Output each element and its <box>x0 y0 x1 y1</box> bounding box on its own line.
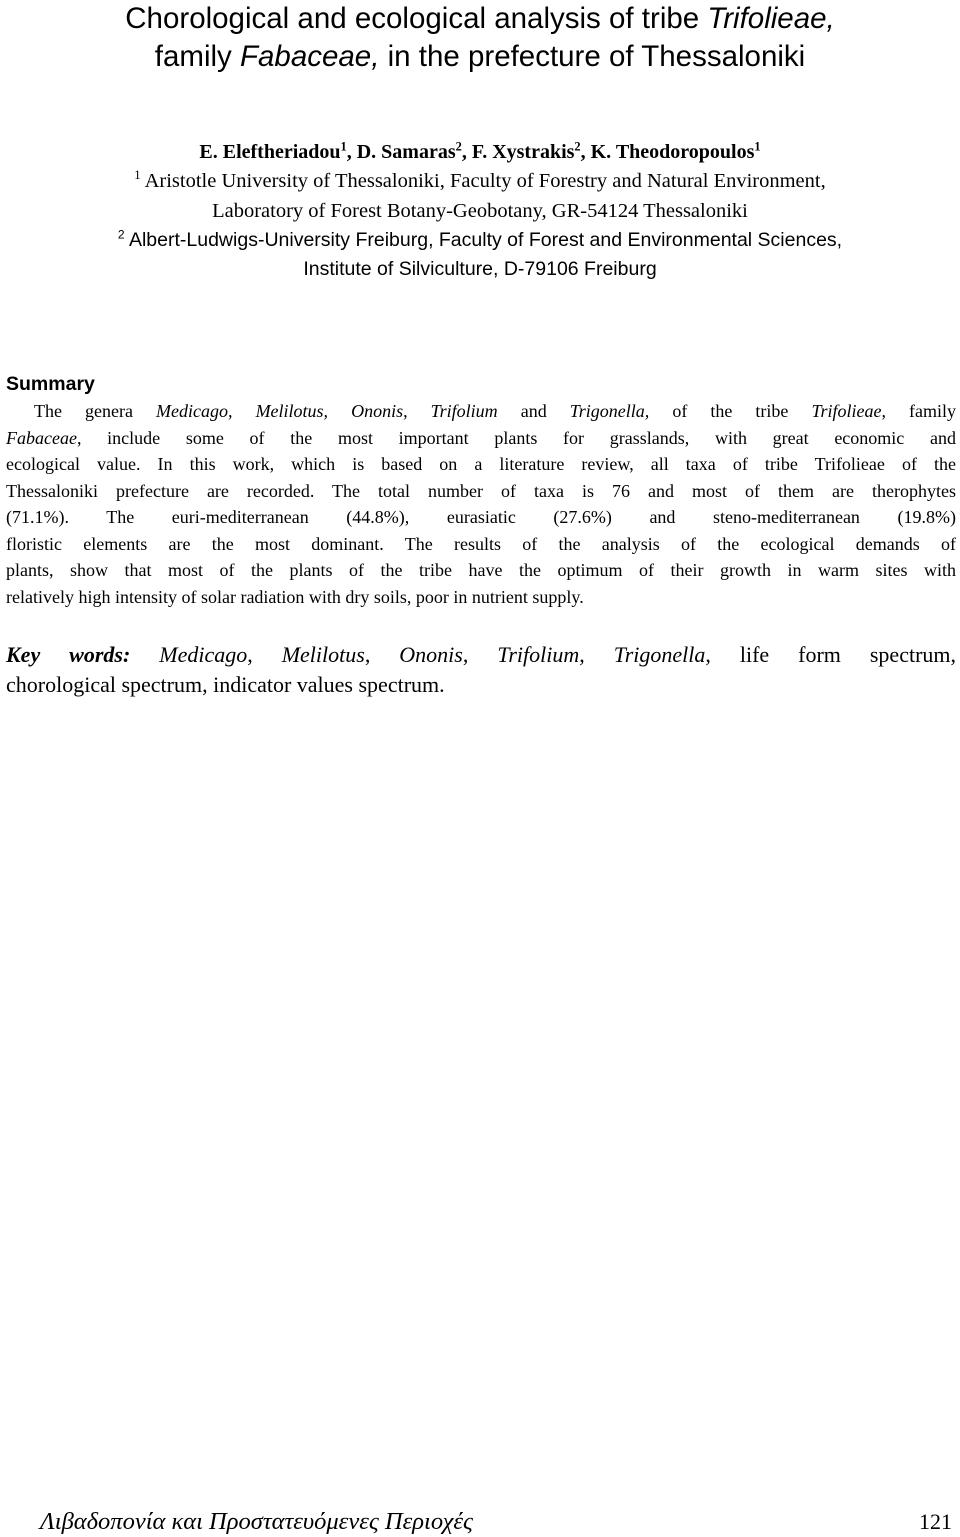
taxon-name: Trifolium <box>430 401 498 421</box>
paper-title <box>0 0 960 76</box>
keywords-label: Key words: <box>6 642 131 667</box>
keyword: Ononis <box>399 642 463 667</box>
title-text: family <box>154 40 240 73</box>
affiliation-text: Aristotle University of Thessaloniki, Faculty of Forestry and Natural Environment, <box>140 170 826 192</box>
summary-line: ecological value. In this work, which is based on a literature review, all taxa of tribe Trifolieae of the <box>6 454 956 474</box>
author-affiliation-mark: 2 <box>574 139 581 154</box>
footer-journal-name: Λιβαδοπονία και Προστατευόμενες Περιοχές <box>40 1508 473 1535</box>
keyword: , life form spectrum, <box>705 642 957 667</box>
summary-line: Thessaloniki prefecture are recorded. The total number of taxa is 76 and most of them are therophytes <box>6 480 956 501</box>
keyword-separator: , <box>247 642 282 667</box>
summary-text: , family <box>881 401 956 421</box>
keyword: Medicago <box>159 642 248 667</box>
affiliation-text: Albert-Ludwigs-University Freiburg, Faculty of Forest and Environmental Sciences, <box>124 229 843 251</box>
author-name: , F. Xystrakis <box>461 141 575 163</box>
summary-line <box>6 425 956 452</box>
author-list <box>0 138 960 166</box>
taxon-name: Fabaceae <box>6 427 77 448</box>
affiliation-mark: 1 <box>134 168 141 183</box>
title-text: Chorological and ecological analysis of tribe <box>125 2 708 35</box>
title-line-1 <box>0 0 960 38</box>
keywords-line <box>6 640 956 670</box>
author-affiliation-mark: 2 <box>455 139 462 154</box>
keyword-separator: , <box>462 642 498 667</box>
summary-line: plants, show that most of the plants of the tribe have the optimum of their growth in warm sites with <box>6 560 956 580</box>
affiliation-text: Institute of Silviculture, D-79106 Freiburg <box>303 258 657 280</box>
summary-text: and <box>497 401 570 421</box>
title-italic-taxon: Fabaceae, <box>240 40 380 73</box>
keyword: Trigonella <box>613 642 706 667</box>
title-line-2 <box>0 38 960 76</box>
keyword: Trifolium <box>497 642 580 667</box>
summary-text: , <box>403 401 431 421</box>
summary-text: of the tribe <box>649 401 812 421</box>
summary-text: , include some of the most important plants for grasslands, with great economic and <box>76 427 956 448</box>
keywords <box>6 640 956 700</box>
author-affiliation-mark: 1 <box>754 139 761 154</box>
summary-line: relatively high intensity of solar radiation with dry soils, poor in nutrient supply. <box>6 586 584 607</box>
summary-body <box>6 398 956 610</box>
keyword-separator: , <box>364 642 400 667</box>
summary-heading: Summary <box>6 373 95 395</box>
author-affiliation-mark: 1 <box>340 139 347 154</box>
summary-text: The genera <box>34 401 157 421</box>
summary-line: floristic elements are the most dominant. The results of the analysis of the ecological demands of <box>6 533 956 554</box>
author-name: E. Eleftheriadou <box>199 141 341 163</box>
author-name: , D. Samaras <box>346 141 456 163</box>
affiliation-2-line-2 <box>0 255 960 283</box>
summary-line: (71.1%). The euri-mediterranean (44.8%), eurasiatic (27.6%) and steno-mediterranean (19.8%) <box>6 507 956 527</box>
taxon-name: Trifolieae <box>811 401 882 421</box>
title-italic-taxon: Trifolieae, <box>707 2 835 35</box>
affiliation-1-line-1 <box>0 167 960 195</box>
taxon-name: Medicago, Melilotus, Ononis <box>156 401 404 421</box>
page-number: 121 <box>919 1509 952 1534</box>
author-name: , K. Theodoropoulos <box>580 141 755 163</box>
summary-line <box>6 398 956 425</box>
taxon-name: Trigonella, <box>569 401 650 421</box>
keyword: Melilotus <box>281 642 365 667</box>
affiliation-1-line-2 <box>0 197 960 225</box>
title-text: in the prefecture of Thessaloniki <box>379 40 806 73</box>
affiliation-2-line-1 <box>0 226 960 254</box>
keywords-line: chorological spectrum, indicator values spectrum. <box>6 672 445 697</box>
affiliation-mark: 2 <box>117 227 125 242</box>
affiliation-text: Laboratory of Forest Botany-Geobotany, GR-54124 Thessaloniki <box>212 200 748 222</box>
keyword-separator: , <box>579 642 614 667</box>
